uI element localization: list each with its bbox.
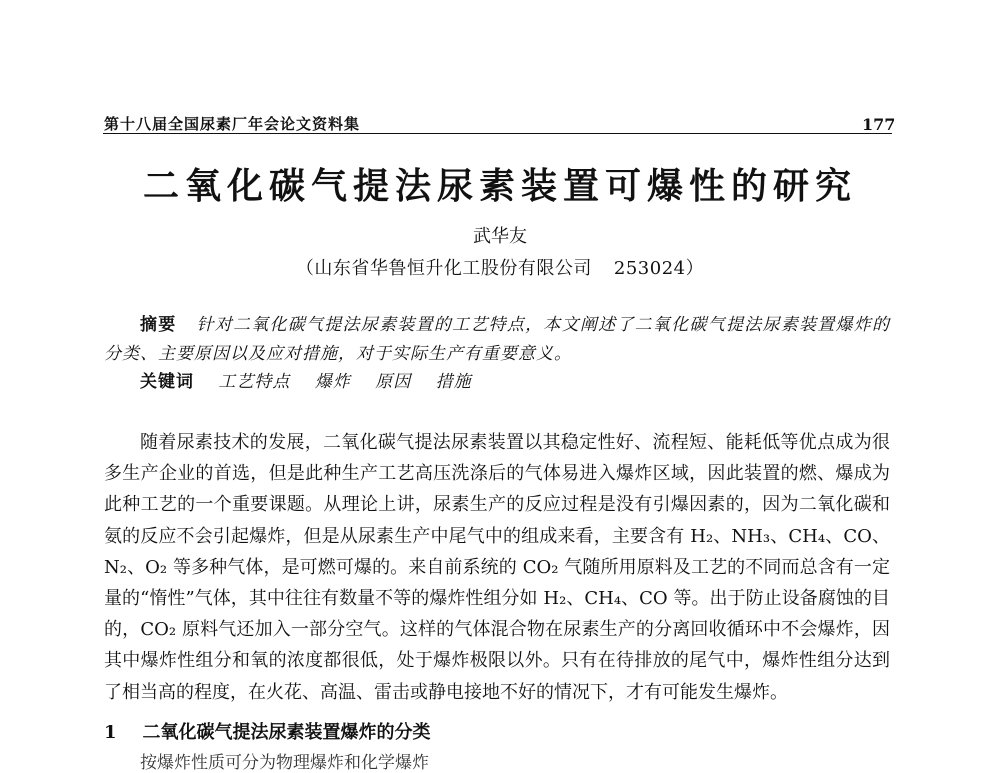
abstract-label: 摘要 [140,315,177,335]
abstract [104,311,890,369]
keyword-item: 措施 [435,372,472,392]
author-name: 武华友 [473,226,527,247]
partial-text-line: 按爆炸性质可分为物理爆炸和化学爆炸 [140,753,429,773]
keyword-item: 工艺特点 [218,372,291,392]
section-title: 二氧化碳气提法尿素装置爆炸的分类 [142,722,431,743]
body-paragraph: 随着尿素技术的发展，二氧化碳气提法尿素装置以其稳定性好、流程短、能耗低等优点成为很多生产企业的首选，但是此种生产工艺高压洗涤后的气体易进入爆炸区域，因此装置的燃、爆成为此种工艺的一个重要课题。从理论上讲，尿素生产的反应过程是没有引爆因素的，因为二氧化碳和氨的反应不会引起爆炸，但是从尿素生产中尾气中的组成来看，主要含有 H₂、NH₃、CH₄、CO、N₂、O₂ 等多种气体，是可燃可爆的。来自前系统的 CO₂ 气随所用原料及工艺的不同而总含有一定量的“惰性”气体，其中往往有数量不等的爆炸性组分如 H₂、CH₄、CO 等。出于防止设备腐蚀的目的，CO₂ 原料气还加入一部分空气。这样的气体混合物在尿素生产的分离回收循环中不会爆炸，因其中爆炸性组分和氧的浓度都很低，处于爆炸极限以外。只有在待排放的尾气中，爆炸性组分达到了相当高的程度，在火花、高温、雷击或静电接地不好的情况下，才有可能发生爆炸。 [104,432,890,703]
affiliation-organization: （山东省华鲁恒升化工股份有限公司 [295,258,592,279]
running-head: 第十八届全国尿素厂年会论文资料集 [104,115,361,133]
section-number: 1 [104,722,117,743]
keyword-item: 爆炸 [314,372,351,392]
keywords [140,368,472,397]
page-number: 177 [862,115,896,134]
affiliation [0,254,1000,280]
affiliation-postcode: 253024） [613,258,705,279]
keyword-item: 原因 [375,372,412,392]
header-rule [103,133,892,134]
section-heading [104,718,431,744]
abstract-text: 针对二氧化碳气提法尿素装置的工艺特点，本文阐述了二氧化碳气提法尿素装置爆炸的分类、主要原因以及应对措施，对于实际生产有重要意义。 [104,315,890,364]
paper-title: 二氧化碳气提法尿素装置可爆性的研究 [142,165,857,207]
keywords-label: 关键词 [140,372,194,392]
